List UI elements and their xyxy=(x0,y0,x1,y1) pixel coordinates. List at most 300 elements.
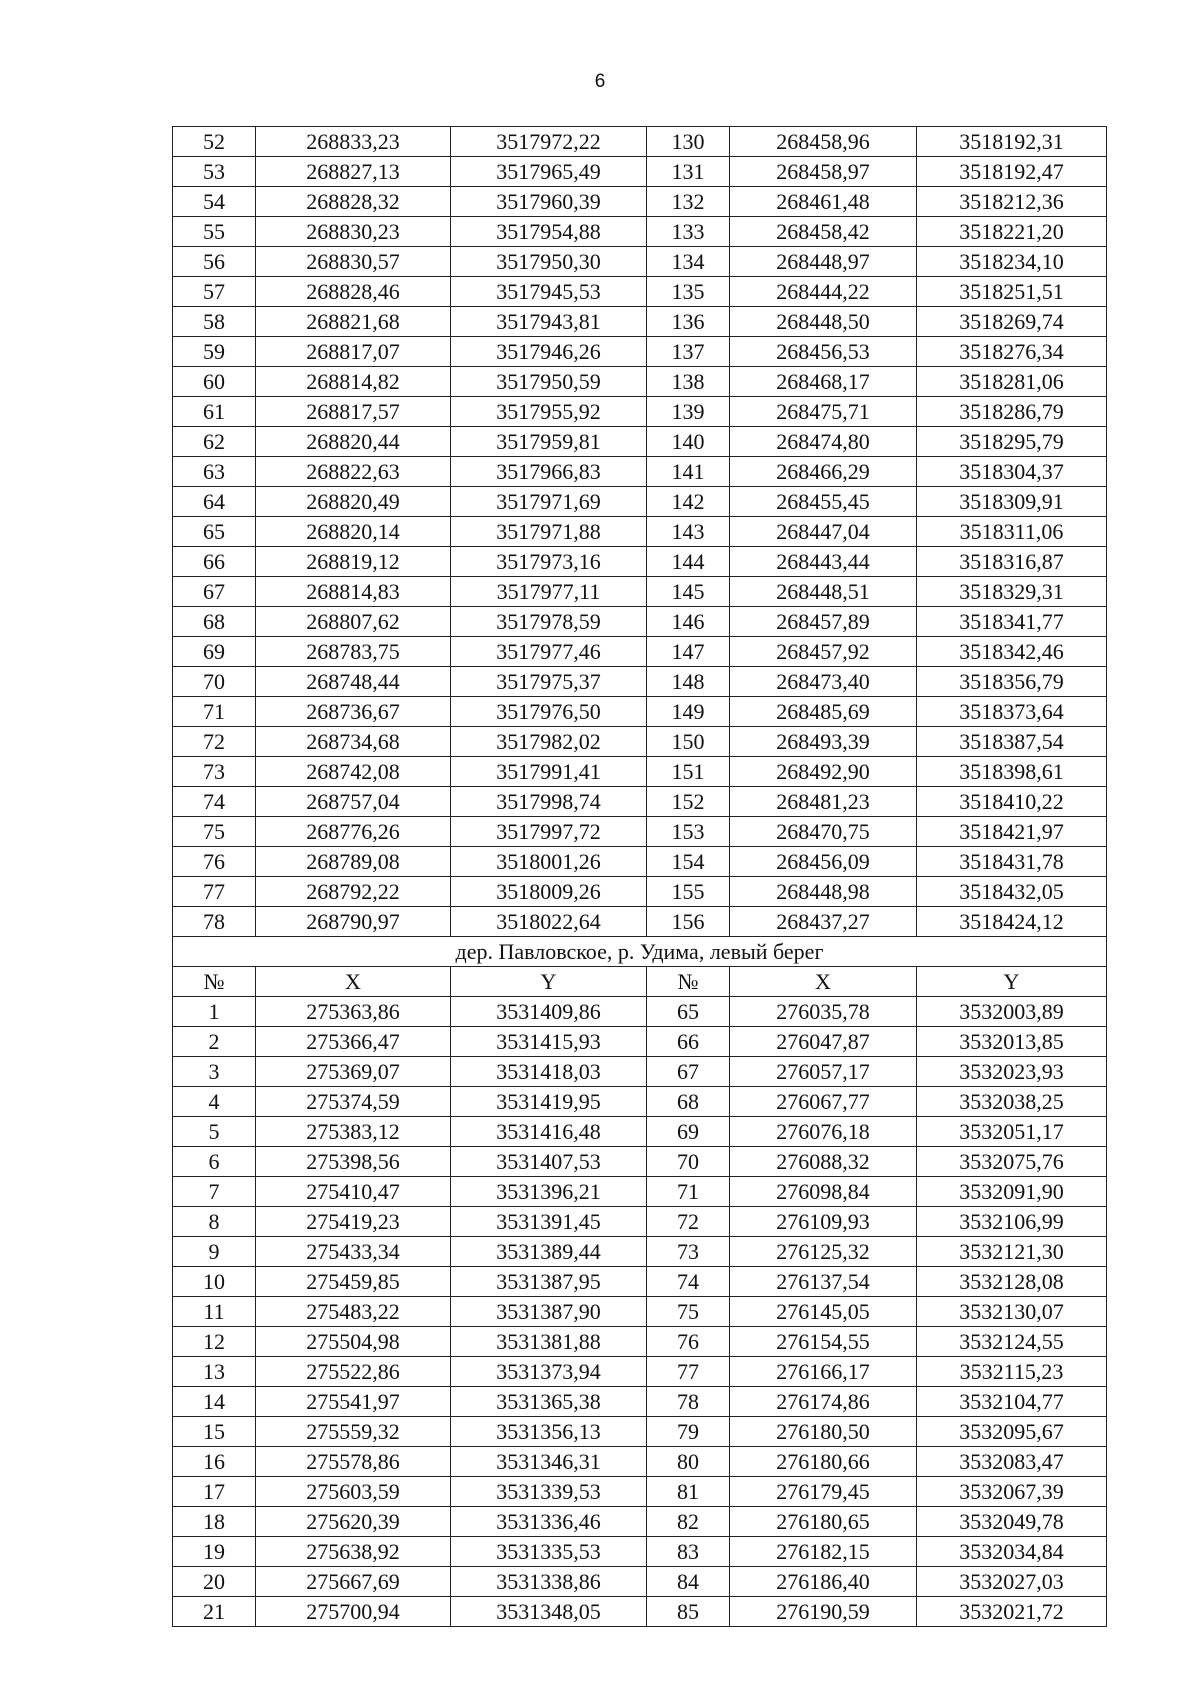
table-row xyxy=(173,1477,1107,1507)
table-cell: 3531365,38 xyxy=(451,1387,647,1417)
table-cell: 268458,42 xyxy=(730,217,917,247)
table-cell: 3517960,39 xyxy=(451,187,647,217)
table-cell: 69 xyxy=(647,1117,730,1147)
table-cell: 3531396,21 xyxy=(451,1177,647,1207)
table-cell: 268790,97 xyxy=(256,907,451,937)
table-cell: 268448,97 xyxy=(730,247,917,277)
table-cell: 3517959,81 xyxy=(451,427,647,457)
table-cell: 3517977,46 xyxy=(451,637,647,667)
table-row xyxy=(173,1357,1107,1387)
table-row xyxy=(173,607,1107,637)
table-cell: 3531389,44 xyxy=(451,1237,647,1267)
table-cell: 3532051,17 xyxy=(917,1117,1107,1147)
table-cell: 146 xyxy=(647,607,730,637)
table-cell: 136 xyxy=(647,307,730,337)
table-cell: 268814,82 xyxy=(256,367,451,397)
table-row xyxy=(173,187,1107,217)
table-cell: 268776,26 xyxy=(256,817,451,847)
table-cell: 68 xyxy=(647,1087,730,1117)
table-cell: 3517945,53 xyxy=(451,277,647,307)
table-cell: 276179,45 xyxy=(730,1477,917,1507)
table-cell: 275366,47 xyxy=(256,1027,451,1057)
table-cell: 3532083,47 xyxy=(917,1447,1107,1477)
table-cell: 3517966,83 xyxy=(451,457,647,487)
table-cell: 78 xyxy=(647,1387,730,1417)
table-cell: 276035,78 xyxy=(730,997,917,1027)
table-cell: 3518387,54 xyxy=(917,727,1107,757)
table-cell: 3518432,05 xyxy=(917,877,1107,907)
table-cell: 276180,65 xyxy=(730,1507,917,1537)
table-cell: 68 xyxy=(173,607,256,637)
table-cell: 61 xyxy=(173,397,256,427)
table-cell: 63 xyxy=(173,457,256,487)
table-cell: 3517955,92 xyxy=(451,397,647,427)
table-cell: 3517954,88 xyxy=(451,217,647,247)
table-cell: 3531391,45 xyxy=(451,1207,647,1237)
table-cell: 3531339,53 xyxy=(451,1477,647,1507)
table-cell: 3531419,95 xyxy=(451,1087,647,1117)
table-cell: 74 xyxy=(173,787,256,817)
table-cell: 268820,49 xyxy=(256,487,451,517)
table-cell: 275398,56 xyxy=(256,1147,451,1177)
table-cell: 16 xyxy=(173,1447,256,1477)
table-cell: 276047,87 xyxy=(730,1027,917,1057)
table-row xyxy=(173,1177,1107,1207)
table-cell: 268447,04 xyxy=(730,517,917,547)
table-cell: 3532003,89 xyxy=(917,997,1107,1027)
table-cell: 75 xyxy=(647,1297,730,1327)
table-cell: 58 xyxy=(173,307,256,337)
table-cell: 276182,15 xyxy=(730,1537,917,1567)
table-row xyxy=(173,1117,1107,1147)
table-cell: 268448,51 xyxy=(730,577,917,607)
table-cell: 276137,54 xyxy=(730,1267,917,1297)
table-cell: 3518001,26 xyxy=(451,847,647,877)
table-row xyxy=(173,1537,1107,1567)
table-cell: 66 xyxy=(647,1027,730,1057)
table-row xyxy=(173,877,1107,907)
table-cell: 76 xyxy=(647,1327,730,1357)
table-cell: 268827,13 xyxy=(256,157,451,187)
table-cell: 268456,53 xyxy=(730,337,917,367)
table-cell: 268468,17 xyxy=(730,367,917,397)
table-cell: 3517965,49 xyxy=(451,157,647,187)
table-cell: 276057,17 xyxy=(730,1057,917,1087)
table-row xyxy=(173,1027,1107,1057)
table-cell: 65 xyxy=(173,517,256,547)
table-row xyxy=(173,127,1107,157)
table-cell: 9 xyxy=(173,1237,256,1267)
table-cell: 268817,07 xyxy=(256,337,451,367)
table-row xyxy=(173,817,1107,847)
table-cell: 3532067,39 xyxy=(917,1477,1107,1507)
table-cell: 3532115,23 xyxy=(917,1357,1107,1387)
table-row xyxy=(173,337,1107,367)
table-cell: 268820,14 xyxy=(256,517,451,547)
table-row xyxy=(173,757,1107,787)
table-cell: 3518192,47 xyxy=(917,157,1107,187)
table-cell: 268470,75 xyxy=(730,817,917,847)
table-cell: 11 xyxy=(173,1297,256,1327)
table-cell: 268828,32 xyxy=(256,187,451,217)
table-cell: 3518311,06 xyxy=(917,517,1107,547)
table-cell: 3517971,69 xyxy=(451,487,647,517)
table-cell: 73 xyxy=(173,757,256,787)
table-cell: 275410,47 xyxy=(256,1177,451,1207)
table-cell: 3531387,95 xyxy=(451,1267,647,1297)
table-cell: 76 xyxy=(173,847,256,877)
table-cell: 3531356,13 xyxy=(451,1417,647,1447)
table-cell: 276186,40 xyxy=(730,1567,917,1597)
table-cell: 64 xyxy=(173,487,256,517)
table-cell: 56 xyxy=(173,247,256,277)
table-cell: 276076,18 xyxy=(730,1117,917,1147)
table-cell: 276125,32 xyxy=(730,1237,917,1267)
table-cell: 3518276,34 xyxy=(917,337,1107,367)
table-row xyxy=(173,1327,1107,1357)
table-row xyxy=(173,847,1107,877)
table-row xyxy=(173,427,1107,457)
table-cell: 3532021,72 xyxy=(917,1597,1107,1627)
column-header: № xyxy=(647,967,730,997)
table-cell: 3518221,20 xyxy=(917,217,1107,247)
table-row xyxy=(173,1267,1107,1297)
table-row xyxy=(173,457,1107,487)
table-cell: 147 xyxy=(647,637,730,667)
table-cell: 133 xyxy=(647,217,730,247)
table-row xyxy=(173,1297,1107,1327)
column-header: Y xyxy=(917,967,1107,997)
table-row xyxy=(173,1237,1107,1267)
table-cell: 268792,22 xyxy=(256,877,451,907)
column-header: X xyxy=(256,967,451,997)
table-cell: 54 xyxy=(173,187,256,217)
table-cell: 3532091,90 xyxy=(917,1177,1107,1207)
table-cell: 275638,92 xyxy=(256,1537,451,1567)
table-cell: 3517972,22 xyxy=(451,127,647,157)
table-cell: 276174,86 xyxy=(730,1387,917,1417)
table-cell: 3531387,90 xyxy=(451,1297,647,1327)
table-cell: 276088,32 xyxy=(730,1147,917,1177)
table-cell: 268485,69 xyxy=(730,697,917,727)
table-cell: 156 xyxy=(647,907,730,937)
table-cell: 3518398,61 xyxy=(917,757,1107,787)
table-cell: 67 xyxy=(173,577,256,607)
table-cell: 65 xyxy=(647,997,730,1027)
table-cell: 80 xyxy=(647,1447,730,1477)
table-row xyxy=(173,637,1107,667)
page-number: 6 xyxy=(594,71,606,92)
table-row xyxy=(173,787,1107,817)
table-cell: 130 xyxy=(647,127,730,157)
table-cell: 268444,22 xyxy=(730,277,917,307)
table-cell: 3532013,85 xyxy=(917,1027,1107,1057)
table-cell: 275383,12 xyxy=(256,1117,451,1147)
table-cell: 268458,97 xyxy=(730,157,917,187)
table-cell: 77 xyxy=(173,877,256,907)
table-cell: 145 xyxy=(647,577,730,607)
table-row xyxy=(173,217,1107,247)
table-cell: 3532023,93 xyxy=(917,1057,1107,1087)
table-cell: 275620,39 xyxy=(256,1507,451,1537)
table-cell: 275504,98 xyxy=(256,1327,451,1357)
table-cell: 3518424,12 xyxy=(917,907,1107,937)
table-cell: 7 xyxy=(173,1177,256,1207)
table-row xyxy=(173,697,1107,727)
table-cell: 70 xyxy=(173,667,256,697)
table-cell: 275603,59 xyxy=(256,1477,451,1507)
table-cell: 153 xyxy=(647,817,730,847)
table-cell: 276190,59 xyxy=(730,1597,917,1627)
table-cell: 3517973,16 xyxy=(451,547,647,577)
table-cell: 150 xyxy=(647,727,730,757)
table-cell: 275522,86 xyxy=(256,1357,451,1387)
table-cell: 268473,40 xyxy=(730,667,917,697)
table-cell: 3517976,50 xyxy=(451,697,647,727)
table-cell: 268492,90 xyxy=(730,757,917,787)
table-cell: 268822,63 xyxy=(256,457,451,487)
table-cell: 275459,85 xyxy=(256,1267,451,1297)
table-cell: 3531336,46 xyxy=(451,1507,647,1537)
table-cell: 3531416,48 xyxy=(451,1117,647,1147)
table-cell: 3531415,93 xyxy=(451,1027,647,1057)
table-cell: 275374,59 xyxy=(256,1087,451,1117)
table-cell: 19 xyxy=(173,1537,256,1567)
table-row xyxy=(173,277,1107,307)
table-cell: 152 xyxy=(647,787,730,817)
table-cell: 3 xyxy=(173,1057,256,1087)
table-cell: 3531335,53 xyxy=(451,1537,647,1567)
table-cell: 148 xyxy=(647,667,730,697)
table-cell: 142 xyxy=(647,487,730,517)
table-cell: 268458,96 xyxy=(730,127,917,157)
table-cell: 268748,44 xyxy=(256,667,451,697)
table-cell: 276109,93 xyxy=(730,1207,917,1237)
table-cell: 144 xyxy=(647,547,730,577)
table-row xyxy=(173,1447,1107,1477)
table-cell: 15 xyxy=(173,1417,256,1447)
table-cell: 3517977,11 xyxy=(451,577,647,607)
table-cell: 276098,84 xyxy=(730,1177,917,1207)
table-cell: 12 xyxy=(173,1327,256,1357)
table-cell: 3532034,84 xyxy=(917,1537,1107,1567)
table-cell: 3518421,97 xyxy=(917,817,1107,847)
table-cell: 3518009,26 xyxy=(451,877,647,907)
table-cell: 3518022,64 xyxy=(451,907,647,937)
table-cell: 268736,67 xyxy=(256,697,451,727)
table-cell: 3532130,07 xyxy=(917,1297,1107,1327)
coordinates-table-body xyxy=(173,127,1107,1627)
table-cell: 71 xyxy=(647,1177,730,1207)
section-title: дер. Павловское, р. Удима, левый берег xyxy=(173,937,1107,967)
table-cell: 3531409,86 xyxy=(451,997,647,1027)
table-cell: 14 xyxy=(173,1387,256,1417)
table-cell: 3532128,08 xyxy=(917,1267,1107,1297)
table-cell: 1 xyxy=(173,997,256,1027)
table-cell: 4 xyxy=(173,1087,256,1117)
table-cell: 60 xyxy=(173,367,256,397)
table-cell: 268742,08 xyxy=(256,757,451,787)
table-cell: 268456,09 xyxy=(730,847,917,877)
table-cell: 134 xyxy=(647,247,730,277)
table-cell: 268807,62 xyxy=(256,607,451,637)
table-cell: 3518316,87 xyxy=(917,547,1107,577)
table-cell: 3531381,88 xyxy=(451,1327,647,1357)
table-row xyxy=(173,397,1107,427)
table-cell: 149 xyxy=(647,697,730,727)
table-cell: 137 xyxy=(647,337,730,367)
table-cell: 275541,97 xyxy=(256,1387,451,1417)
table-cell: 20 xyxy=(173,1567,256,1597)
table-cell: 3518269,74 xyxy=(917,307,1107,337)
table-cell: 55 xyxy=(173,217,256,247)
table-cell: 10 xyxy=(173,1267,256,1297)
table-cell: 275700,94 xyxy=(256,1597,451,1627)
table-row xyxy=(173,1417,1107,1447)
table-cell: 17 xyxy=(173,1477,256,1507)
table-cell: 3531338,86 xyxy=(451,1567,647,1597)
header-row xyxy=(173,967,1107,997)
table-cell: 268819,12 xyxy=(256,547,451,577)
column-header: № xyxy=(173,967,256,997)
table-cell: 3531346,31 xyxy=(451,1447,647,1477)
table-cell: 3532106,99 xyxy=(917,1207,1107,1237)
table-cell: 3517997,72 xyxy=(451,817,647,847)
table-cell: 3518192,31 xyxy=(917,127,1107,157)
table-cell: 3518304,37 xyxy=(917,457,1107,487)
table-row xyxy=(173,1597,1107,1627)
table-row xyxy=(173,487,1107,517)
table-row xyxy=(173,577,1107,607)
table-cell: 77 xyxy=(647,1357,730,1387)
table-cell: 3531373,94 xyxy=(451,1357,647,1387)
table-cell: 57 xyxy=(173,277,256,307)
table-cell: 3517991,41 xyxy=(451,757,647,787)
table-row xyxy=(173,247,1107,277)
table-row xyxy=(173,547,1107,577)
table-cell: 3531418,03 xyxy=(451,1057,647,1087)
table-cell: 3518234,10 xyxy=(917,247,1107,277)
table-cell: 268830,23 xyxy=(256,217,451,247)
table-row xyxy=(173,1147,1107,1177)
table-cell: 275559,32 xyxy=(256,1417,451,1447)
table-cell: 276145,05 xyxy=(730,1297,917,1327)
table-cell: 85 xyxy=(647,1597,730,1627)
table-cell: 3517998,74 xyxy=(451,787,647,817)
table-cell: 268817,57 xyxy=(256,397,451,427)
table-cell: 268493,39 xyxy=(730,727,917,757)
table-row xyxy=(173,367,1107,397)
table-cell: 3518341,77 xyxy=(917,607,1107,637)
table-cell: 141 xyxy=(647,457,730,487)
table-cell: 268437,27 xyxy=(730,907,917,937)
table-cell: 21 xyxy=(173,1597,256,1627)
table-cell: 268461,48 xyxy=(730,187,917,217)
table-cell: 276154,55 xyxy=(730,1327,917,1357)
table-cell: 74 xyxy=(647,1267,730,1297)
table-cell: 70 xyxy=(647,1147,730,1177)
table-cell: 52 xyxy=(173,127,256,157)
table-cell: 18 xyxy=(173,1507,256,1537)
table-cell: 268481,23 xyxy=(730,787,917,817)
table-row xyxy=(173,517,1107,547)
table-cell: 3517975,37 xyxy=(451,667,647,697)
table-row xyxy=(173,1507,1107,1537)
table-cell: 143 xyxy=(647,517,730,547)
table-cell: 275433,34 xyxy=(256,1237,451,1267)
table-cell: 268830,57 xyxy=(256,247,451,277)
table-cell: 79 xyxy=(647,1417,730,1447)
table-cell: 268757,04 xyxy=(256,787,451,817)
table-cell: 3518295,79 xyxy=(917,427,1107,457)
table-cell: 3517946,26 xyxy=(451,337,647,367)
table-cell: 155 xyxy=(647,877,730,907)
table-cell: 268833,23 xyxy=(256,127,451,157)
table-row xyxy=(173,1057,1107,1087)
table-cell: 81 xyxy=(647,1477,730,1507)
table-cell: 8 xyxy=(173,1207,256,1237)
table-cell: 3518410,22 xyxy=(917,787,1107,817)
table-cell: 268821,68 xyxy=(256,307,451,337)
table-cell: 3518342,46 xyxy=(917,637,1107,667)
table-cell: 3532121,30 xyxy=(917,1237,1107,1267)
table-cell: 268814,83 xyxy=(256,577,451,607)
table-row xyxy=(173,1087,1107,1117)
table-cell: 139 xyxy=(647,397,730,427)
table-row xyxy=(173,727,1107,757)
table-cell: 268475,71 xyxy=(730,397,917,427)
table-cell: 3532104,77 xyxy=(917,1387,1107,1417)
table-cell: 82 xyxy=(647,1507,730,1537)
table-cell: 78 xyxy=(173,907,256,937)
section-title-row xyxy=(173,937,1107,967)
table-cell: 3517950,59 xyxy=(451,367,647,397)
table-cell: 276067,77 xyxy=(730,1087,917,1117)
table-cell: 268466,29 xyxy=(730,457,917,487)
table-cell: 67 xyxy=(647,1057,730,1087)
table-cell: 3532049,78 xyxy=(917,1507,1107,1537)
table-cell: 268457,92 xyxy=(730,637,917,667)
table-cell: 62 xyxy=(173,427,256,457)
table-row xyxy=(173,1207,1107,1237)
table-cell: 140 xyxy=(647,427,730,457)
table-cell: 84 xyxy=(647,1567,730,1597)
table-cell: 66 xyxy=(173,547,256,577)
table-cell: 131 xyxy=(647,157,730,187)
table-cell: 3518329,31 xyxy=(917,577,1107,607)
coordinates-table xyxy=(172,126,1107,1627)
table-cell: 268448,50 xyxy=(730,307,917,337)
table-cell: 138 xyxy=(647,367,730,397)
table-cell: 275578,86 xyxy=(256,1447,451,1477)
table-cell: 276180,50 xyxy=(730,1417,917,1447)
table-cell: 268448,98 xyxy=(730,877,917,907)
table-cell: 268443,44 xyxy=(730,547,917,577)
table-cell: 275667,69 xyxy=(256,1567,451,1597)
table-cell: 276180,66 xyxy=(730,1447,917,1477)
table-cell: 3531348,05 xyxy=(451,1597,647,1627)
table-cell: 3517982,02 xyxy=(451,727,647,757)
table-cell: 268474,80 xyxy=(730,427,917,457)
table-cell: 59 xyxy=(173,337,256,367)
table-cell: 151 xyxy=(647,757,730,787)
table-row xyxy=(173,997,1107,1027)
table-cell: 6 xyxy=(173,1147,256,1177)
table-row xyxy=(173,157,1107,187)
table-cell: 268828,46 xyxy=(256,277,451,307)
table-cell: 3518251,51 xyxy=(917,277,1107,307)
table-cell: 72 xyxy=(647,1207,730,1237)
